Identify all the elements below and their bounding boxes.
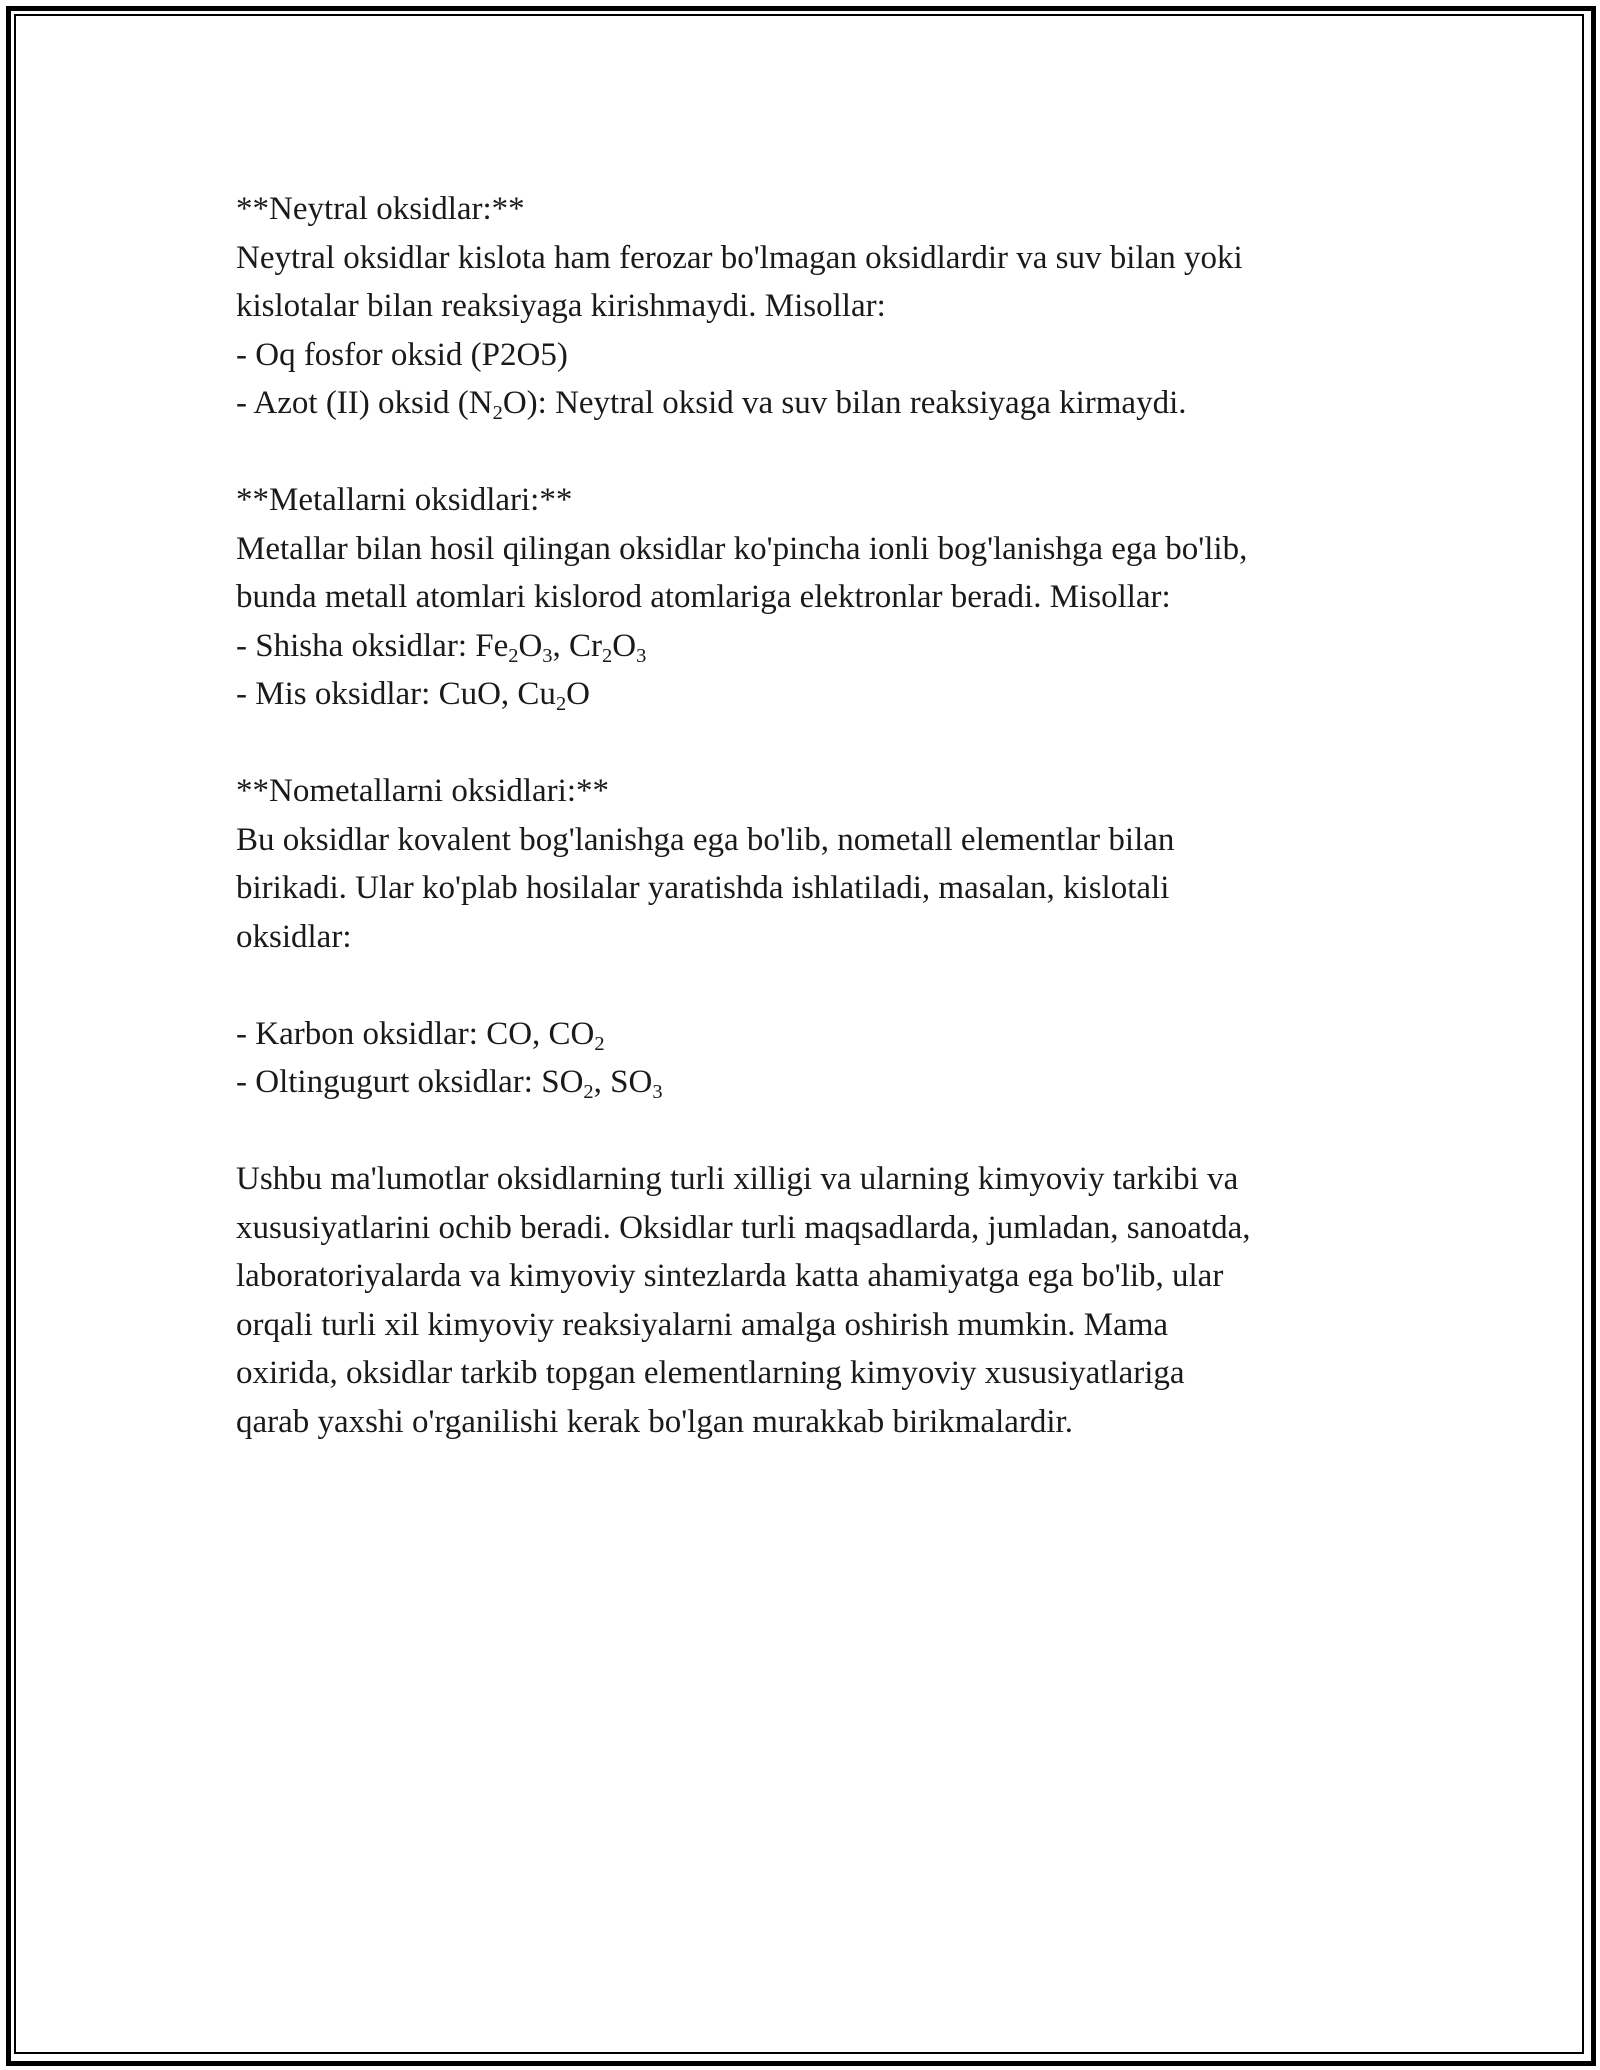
subscript: 3 [636, 644, 647, 667]
text-run: , SO [593, 1064, 653, 1100]
text-run: - Shisha oksidlar: Fe [236, 627, 509, 664]
text-line [236, 913, 1386, 962]
text-line [236, 1252, 1386, 1301]
text-run: qarab yaxshi o'rganilishi kerak bo'lgan murakkab birikmalardir. [236, 1403, 1073, 1440]
section [236, 1155, 1386, 1446]
subscript: 2 [555, 693, 567, 716]
text-run: - Mis oksidlar: CuO, Cu [236, 676, 556, 712]
section [236, 476, 1386, 719]
subscript: 3 [542, 644, 553, 667]
text-run: - Azot (II) oksid (N [236, 385, 493, 421]
text-line [236, 525, 1386, 574]
section-heading: **Metallarni oksidlari:** [236, 482, 573, 518]
text-run: oksidlar: [236, 918, 352, 955]
text-line [236, 1349, 1386, 1398]
text-run: O): Neytral oksid va suv bilan reaksiyaga kirmaydi. [502, 385, 1187, 421]
text-line [236, 1398, 1386, 1447]
text-run: kislotalar bilan reaksiyaga kirishmaydi. Misollar: [236, 288, 886, 324]
subscript: 3 [652, 1081, 663, 1104]
text-line [236, 379, 1386, 428]
section-heading: **Nometallarni oksidlari:** [236, 773, 610, 809]
subscript: 2 [602, 644, 613, 667]
text-run: xususiyatlarini ochib beradi. Oksidlar turli maqsadlarda, jumladan, sanoatda, [236, 1209, 1251, 1246]
text-run: , Cr [552, 627, 603, 664]
text-run: oxirida, oksidlar tarkib topgan elementlarning kimyoviy xususiyatlariga [236, 1355, 1185, 1391]
section-gap [236, 428, 1386, 477]
text-run: Metallar bilan hosil qilingan oksidlar ko'pincha ionli bog'lanishga ega bo'lib, [236, 530, 1248, 567]
text-line [236, 816, 1386, 865]
text-line [236, 670, 1386, 719]
text-line [236, 1155, 1386, 1204]
text-line [236, 864, 1386, 913]
text-line [236, 1058, 1386, 1107]
section-gap [236, 719, 1386, 768]
text-run: bunda metall atomlari kislorod atomlariga elektronlar beradi. Misollar: [236, 579, 1171, 615]
subscript: 2 [492, 402, 503, 425]
subscript: 2 [508, 644, 519, 667]
text-line [236, 282, 1386, 331]
text-run: O [518, 627, 543, 664]
document-body [236, 185, 1386, 1446]
text-run: O [612, 627, 637, 664]
subscript: 2 [583, 1081, 594, 1104]
section-heading: **Neytral oksidlar:** [236, 191, 525, 227]
text-line [236, 573, 1386, 622]
text-line [236, 1204, 1386, 1253]
text-run: - Karbon oksidlar: CO, CO [236, 1015, 595, 1052]
text-run: Ushbu ma'lumotlar oksidlarning turli xilligi va ularning kimyoviy tarkibi va [236, 1161, 1239, 1197]
text-run: - Oq fosfor oksid (P2O5) [236, 336, 568, 373]
text-run: orqali turli xil kimyoviy reaksiyalarni amalga oshirish mumkin. Mama [236, 1306, 1169, 1343]
text-run: birikadi. Ular ko'plab hosilalar yaratishda ishlatiladi, masalan, kislotali [236, 870, 1170, 906]
text-line [236, 1010, 1386, 1059]
text-run: Neytral oksidlar kislota ham ferozar bo'lmagan oksidlardir va suv bilan yoki [236, 239, 1243, 276]
text-line [236, 1301, 1386, 1350]
text-line [236, 331, 1386, 380]
section [236, 185, 1386, 428]
section [236, 767, 1386, 1107]
text-run: - Oltingugurt oksidlar: SO [236, 1064, 584, 1100]
subscript: 2 [594, 1032, 605, 1055]
text-line [236, 234, 1386, 283]
text-line [236, 622, 1386, 671]
blank-line [236, 961, 1386, 1010]
section-gap [236, 1107, 1386, 1156]
text-run: O [566, 676, 590, 712]
text-run: Bu oksidlar kovalent bog'lanishga ega bo'lib, nometall elementlar bilan [236, 821, 1175, 858]
text-run: laboratoriyalarda va kimyoviy sintezlarda katta ahamiyatga ega bo'lib, ular [236, 1258, 1224, 1294]
